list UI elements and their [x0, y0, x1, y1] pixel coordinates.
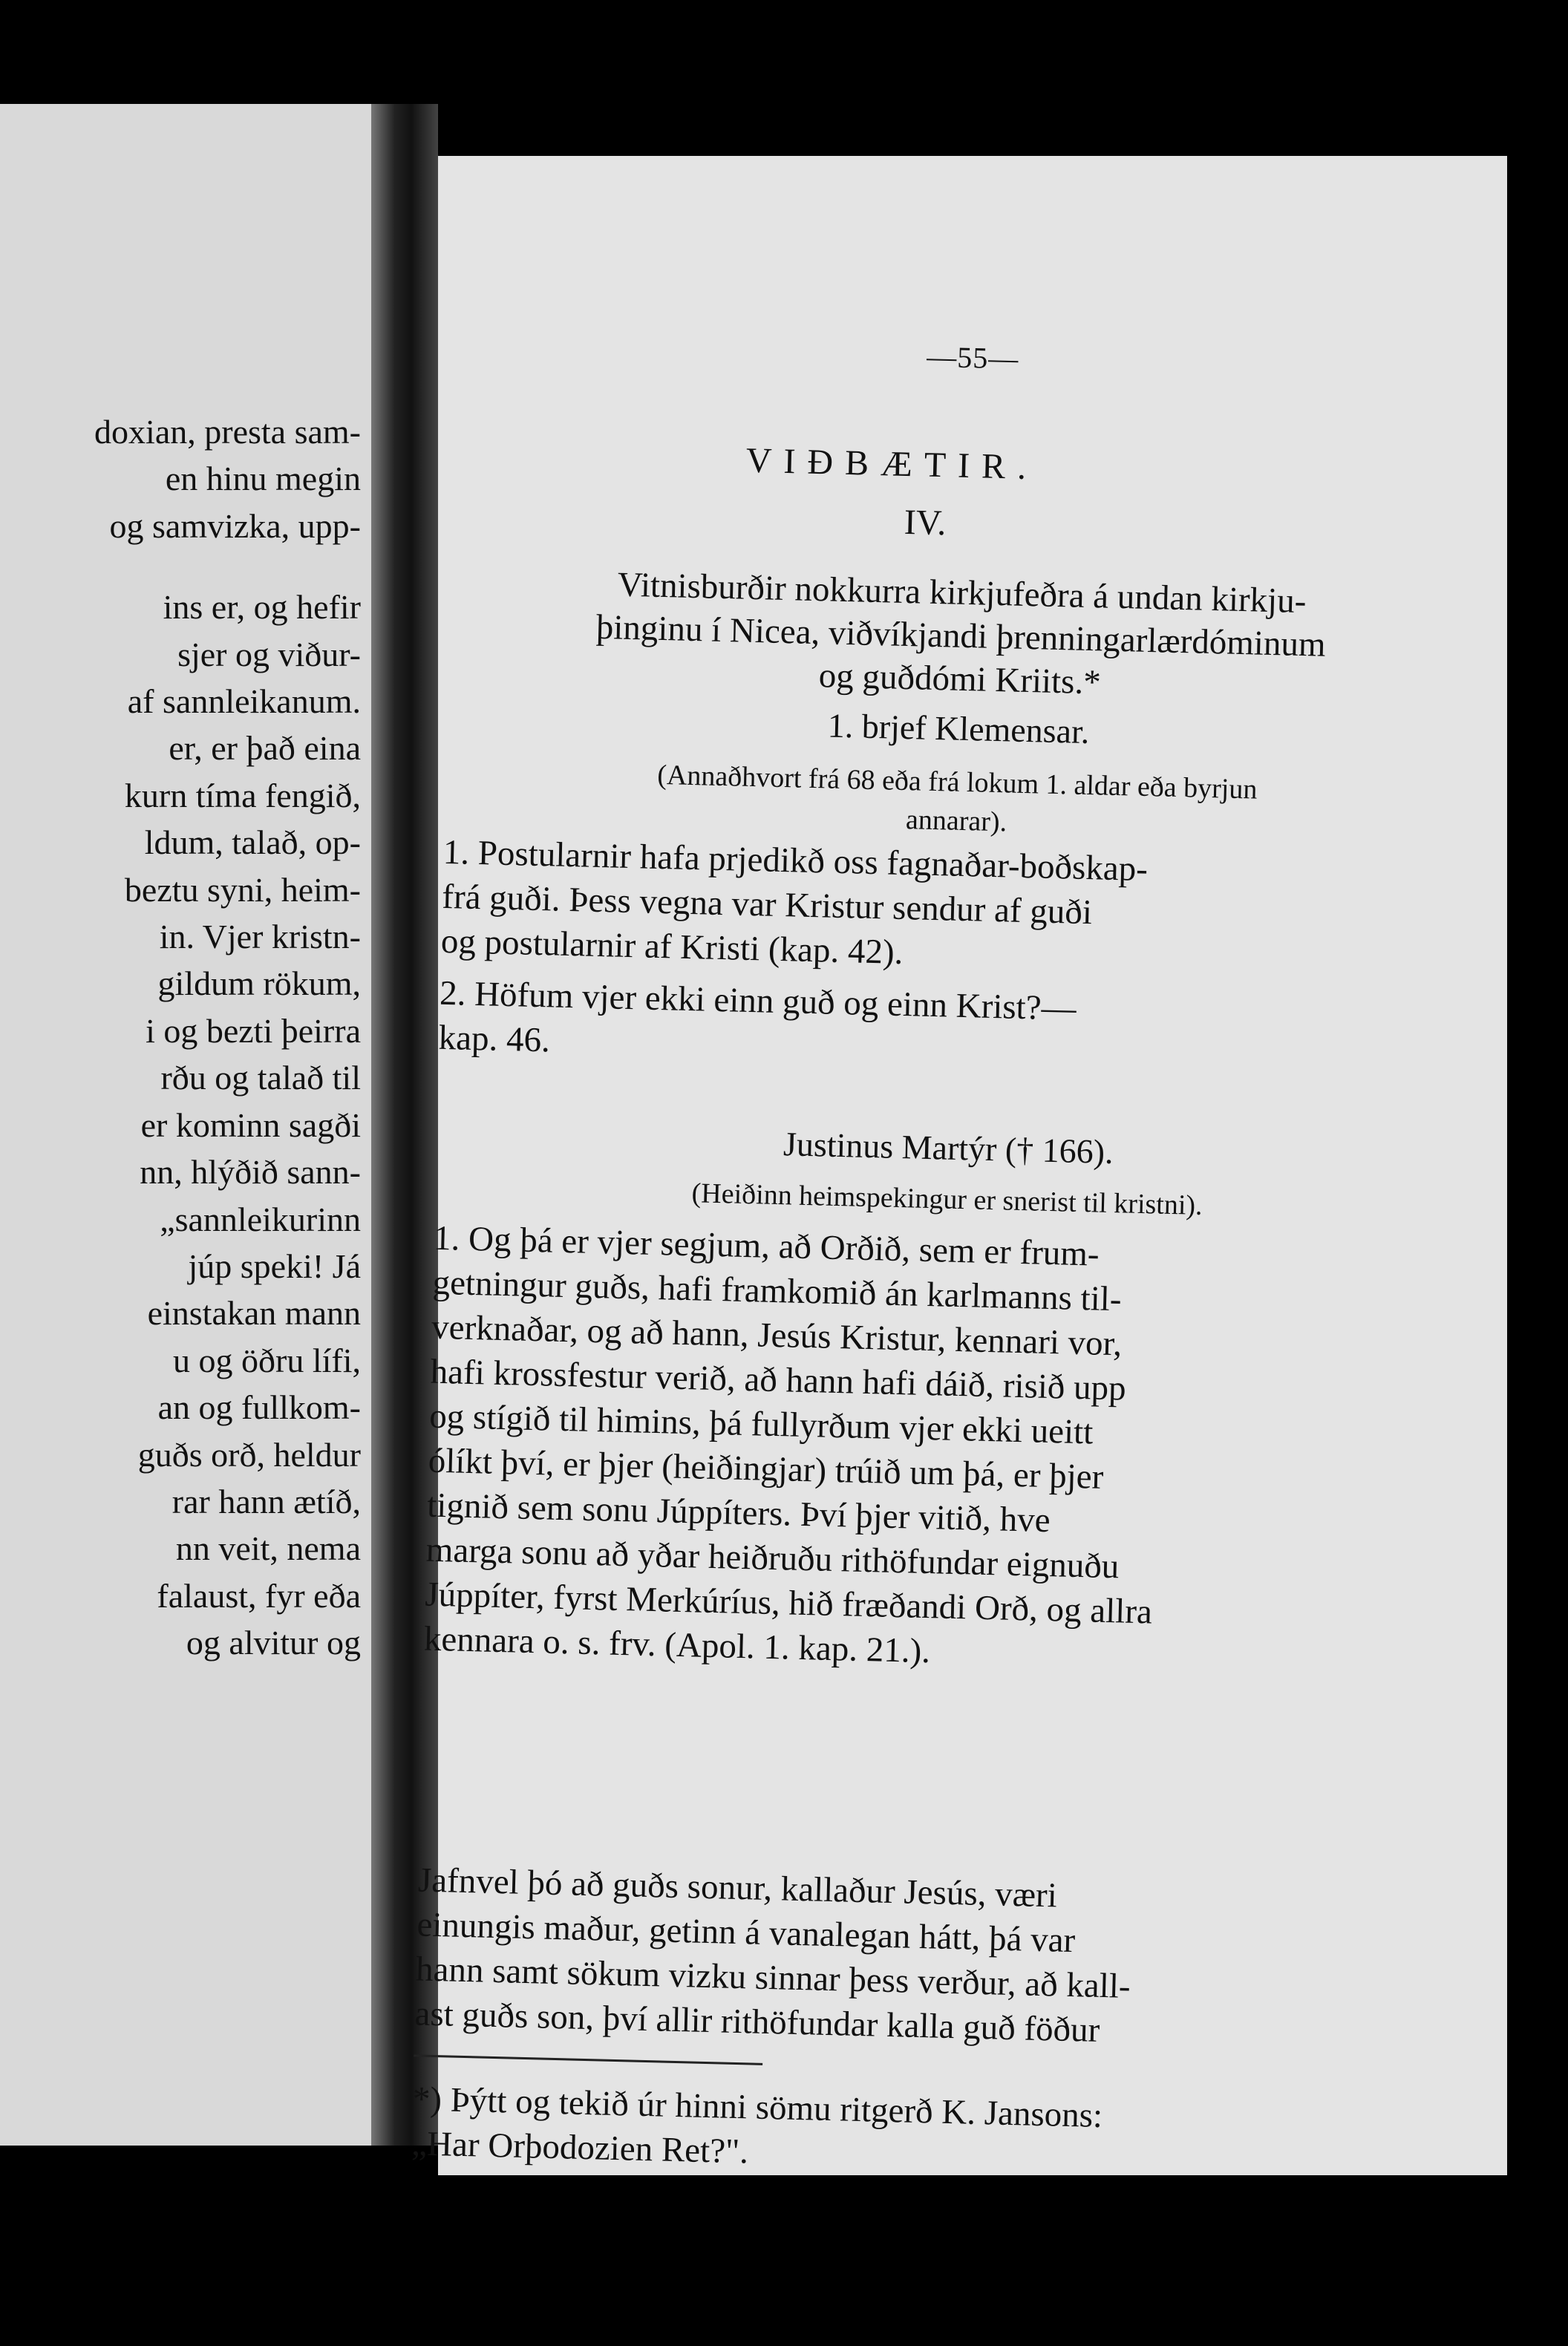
text-line: 1. Og þá er vjer segjum, að Orðið, sem er frum- [433, 1218, 1100, 1274]
left-page-line: ins er, og hefir [163, 588, 361, 627]
text-line: verknaðar, og að hann, Jesús Kristur, kennari vor, [431, 1307, 1123, 1364]
left-page-line: rðu og talað til [160, 1059, 361, 1097]
left-page-line: nn veit, nema [175, 1529, 361, 1568]
text-line: kennara o. s. frv. (Apol. 1. kap. 21.). [423, 1619, 931, 1671]
intro-line: og guðdómi Kriits.* [818, 656, 1102, 702]
text-line: kap. 46. [438, 1018, 551, 1060]
left-page-line: ldum, talað, op- [144, 823, 361, 862]
right-page [411, 156, 1507, 2175]
left-page-line: sjer og viður- [177, 635, 361, 673]
text-line: 1. Postularnir hafa prjedikð oss fagnaðar-boðskap- [442, 832, 1149, 889]
left-page-line: einstakan mann [147, 1294, 361, 1333]
left-page-line: og samvizka, upp- [109, 506, 361, 545]
intro-line: Vitnisburðir nokkurra kirkjufeðra á undan kirkju- [617, 565, 1307, 621]
text-line: ólíkt því, er þjer (heiðingjar) trúið um þá, er þjer [428, 1441, 1104, 1497]
left-page-line: guðs orð, heldur [137, 1435, 361, 1474]
note-line: (Annaðhvort frá 68 eða frá lokum 1. aldar eða byrjun [656, 759, 1258, 806]
left-page-line: er kominn sagði [140, 1105, 361, 1144]
justinus-heading: Justinus Martýr († 166). [783, 1125, 1114, 1172]
footnote [411, 2077, 1408, 2190]
clemens-paragraph-1 [440, 830, 1438, 988]
left-page-line: kurn tíma fengið, [124, 776, 361, 814]
intro-line: þinginu í Nicea, viðvíkjandi þrenningarlærdóminum [595, 607, 1327, 664]
text-line: hafi krossfestur verið, að hann hafi dáið, risið upp [430, 1352, 1127, 1408]
text-line: Júppíter, fyrst Merkúríus, hið fræðandi Orð, og allra [424, 1575, 1153, 1632]
text-line: ast guðs son, því allir rithöfundar kalla guð föður [414, 1994, 1100, 2050]
page-number: —55— [926, 339, 1019, 376]
clemens-paragraph-2 [438, 971, 1435, 1085]
justinus-paragraph-1 [423, 1216, 1428, 1686]
left-page-line [94, 549, 361, 584]
text-line: og postularnir af Kristi (kap. 42). [440, 921, 904, 973]
left-page-line: an og fullkom- [157, 1388, 361, 1427]
left-page-line: rar hann ætíð, [172, 1482, 361, 1520]
left-page-line: gildum rökum, [157, 964, 361, 1003]
text-line: marga sonu að yðar heiðruðu rithöfundar eignuðu [425, 1530, 1120, 1587]
left-page-line: i og bezti þeirra [146, 1011, 361, 1050]
left-page-line: nn, hlýðið sann- [140, 1153, 361, 1192]
text-line: getningur guðs, hafi framkomið án karlmanns til- [432, 1263, 1123, 1319]
clemens-heading: 1. brjef Klemensar. [827, 706, 1090, 751]
intro-heading [425, 558, 1497, 713]
section-number: IV. [904, 502, 947, 543]
left-page-line: en hinu megin [165, 460, 361, 498]
text-line: einungis maður, getinn á vanalegan hátt, þá var [416, 1905, 1076, 1961]
left-page-line: in. Vjer kristn- [159, 918, 361, 956]
text-line: og stígið til himins, þá fullyrðum vjer ekki ueitt [428, 1396, 1094, 1452]
text-line: hann samt sökum vizku sinnar þess verður, að kall- [415, 1950, 1131, 2006]
left-page-line: og alvitur og [186, 1624, 361, 1662]
text-line: frá guði. Þess vegna var Kristur sendur af guði [441, 877, 1093, 932]
left-page-line: er, er það eina [169, 729, 361, 768]
section-title: VIÐBÆTIR. [745, 440, 1039, 488]
justinus-paragraph-2 [414, 1857, 1413, 2060]
left-page-line: u og öðru lífi, [173, 1341, 361, 1379]
text-line: 2. Höfum vjer ekki einn guð og einn Krist?— [439, 973, 1077, 1028]
footnote-divider [414, 2054, 762, 2065]
left-page [0, 104, 371, 2146]
justinus-note: (Heiðinn heimspekingur er snerist til kristni). [691, 1177, 1203, 1221]
text-line: tignið sem sonu Júppíters. Því þjer vitið, hve [426, 1486, 1051, 1540]
note-line: annarar). [905, 804, 1007, 838]
left-page-text [94, 408, 361, 1667]
left-page-line: doxian, presta sam- [94, 413, 361, 451]
footnote-line: „Har Orþodozien Ret?". [411, 2124, 749, 2172]
text-line: Jafnvel þó að guðs sonur, kallaður Jesús, væri [417, 1860, 1058, 1915]
footnote-line: *) Þýtt og tekið úr hinni sömu ritgerð K. Jansons: [412, 2079, 1103, 2136]
left-page-line: „sannleikurinn [160, 1200, 361, 1238]
left-page-line: falaust, fyr eða [157, 1576, 361, 1615]
left-page-line: af sannleikanum. [127, 682, 361, 721]
left-page-line: beztu syni, heim- [124, 870, 361, 909]
left-page-line: júp speki! Já [188, 1246, 361, 1285]
